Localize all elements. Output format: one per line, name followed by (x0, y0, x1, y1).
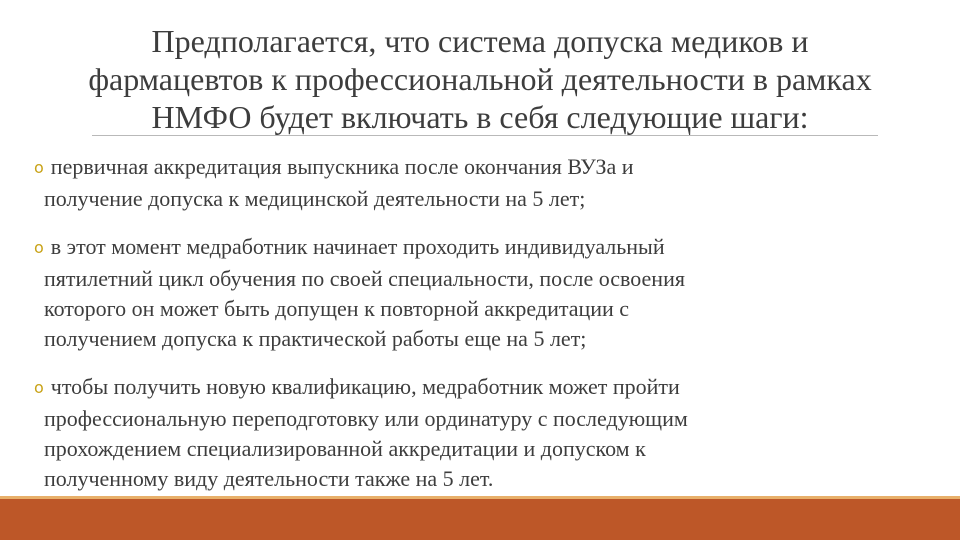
title-line-1: Предполагается, что система допуска медиков и (151, 23, 809, 59)
slide-title (20, 22, 940, 136)
title-line-3: НМФО будет включать в себя следующие шаги: (151, 99, 809, 135)
bullet-list (34, 152, 934, 494)
bullet-3-line-3: прохождением специализированной аккредитации и допуском к (44, 436, 646, 461)
bullet-3-line-4: полученному виду деятельности также на 5 лет. (44, 466, 494, 491)
bullet-2-text-1: в этот момент медработник начинает проходить индивидуальный (50, 234, 665, 259)
bullet-item-3 (34, 372, 934, 494)
bullet-2-line-1 (34, 232, 934, 264)
title-divider (92, 135, 878, 136)
bullet-marker-icon: o (34, 378, 44, 397)
title-line-2: фармацевтов к профессиональной деятельности в рамках (88, 61, 872, 97)
bullet-item-1 (34, 152, 934, 214)
bullet-3-text-1: чтобы получить новую квалификацию, медработник может пройти (50, 374, 680, 399)
bullet-3-line-2: профессиональную переподготовку или ординатуру с последующим (44, 406, 688, 431)
footer-bar (0, 499, 960, 540)
bullet-marker-icon: o (34, 158, 44, 177)
bullet-2-line-3: которого он может быть допущен к повторной аккредитации с (44, 296, 630, 321)
bullet-marker-icon: o (34, 238, 44, 257)
bullet-2-line-4: получением допуска к практической работы еще на 5 лет; (44, 326, 587, 351)
bullet-2-line-2: пятилетний цикл обучения по своей специальности, после освоения (44, 266, 685, 291)
bullet-1-line-2: получение допуска к медицинской деятельности на 5 лет; (44, 186, 586, 211)
bullet-item-2 (34, 232, 934, 354)
bullet-3-line-1 (34, 372, 934, 404)
bullet-1-line-1 (34, 152, 934, 184)
bullet-1-text-1: первичная аккредитация выпускника после окончания ВУЗа и (50, 154, 634, 179)
